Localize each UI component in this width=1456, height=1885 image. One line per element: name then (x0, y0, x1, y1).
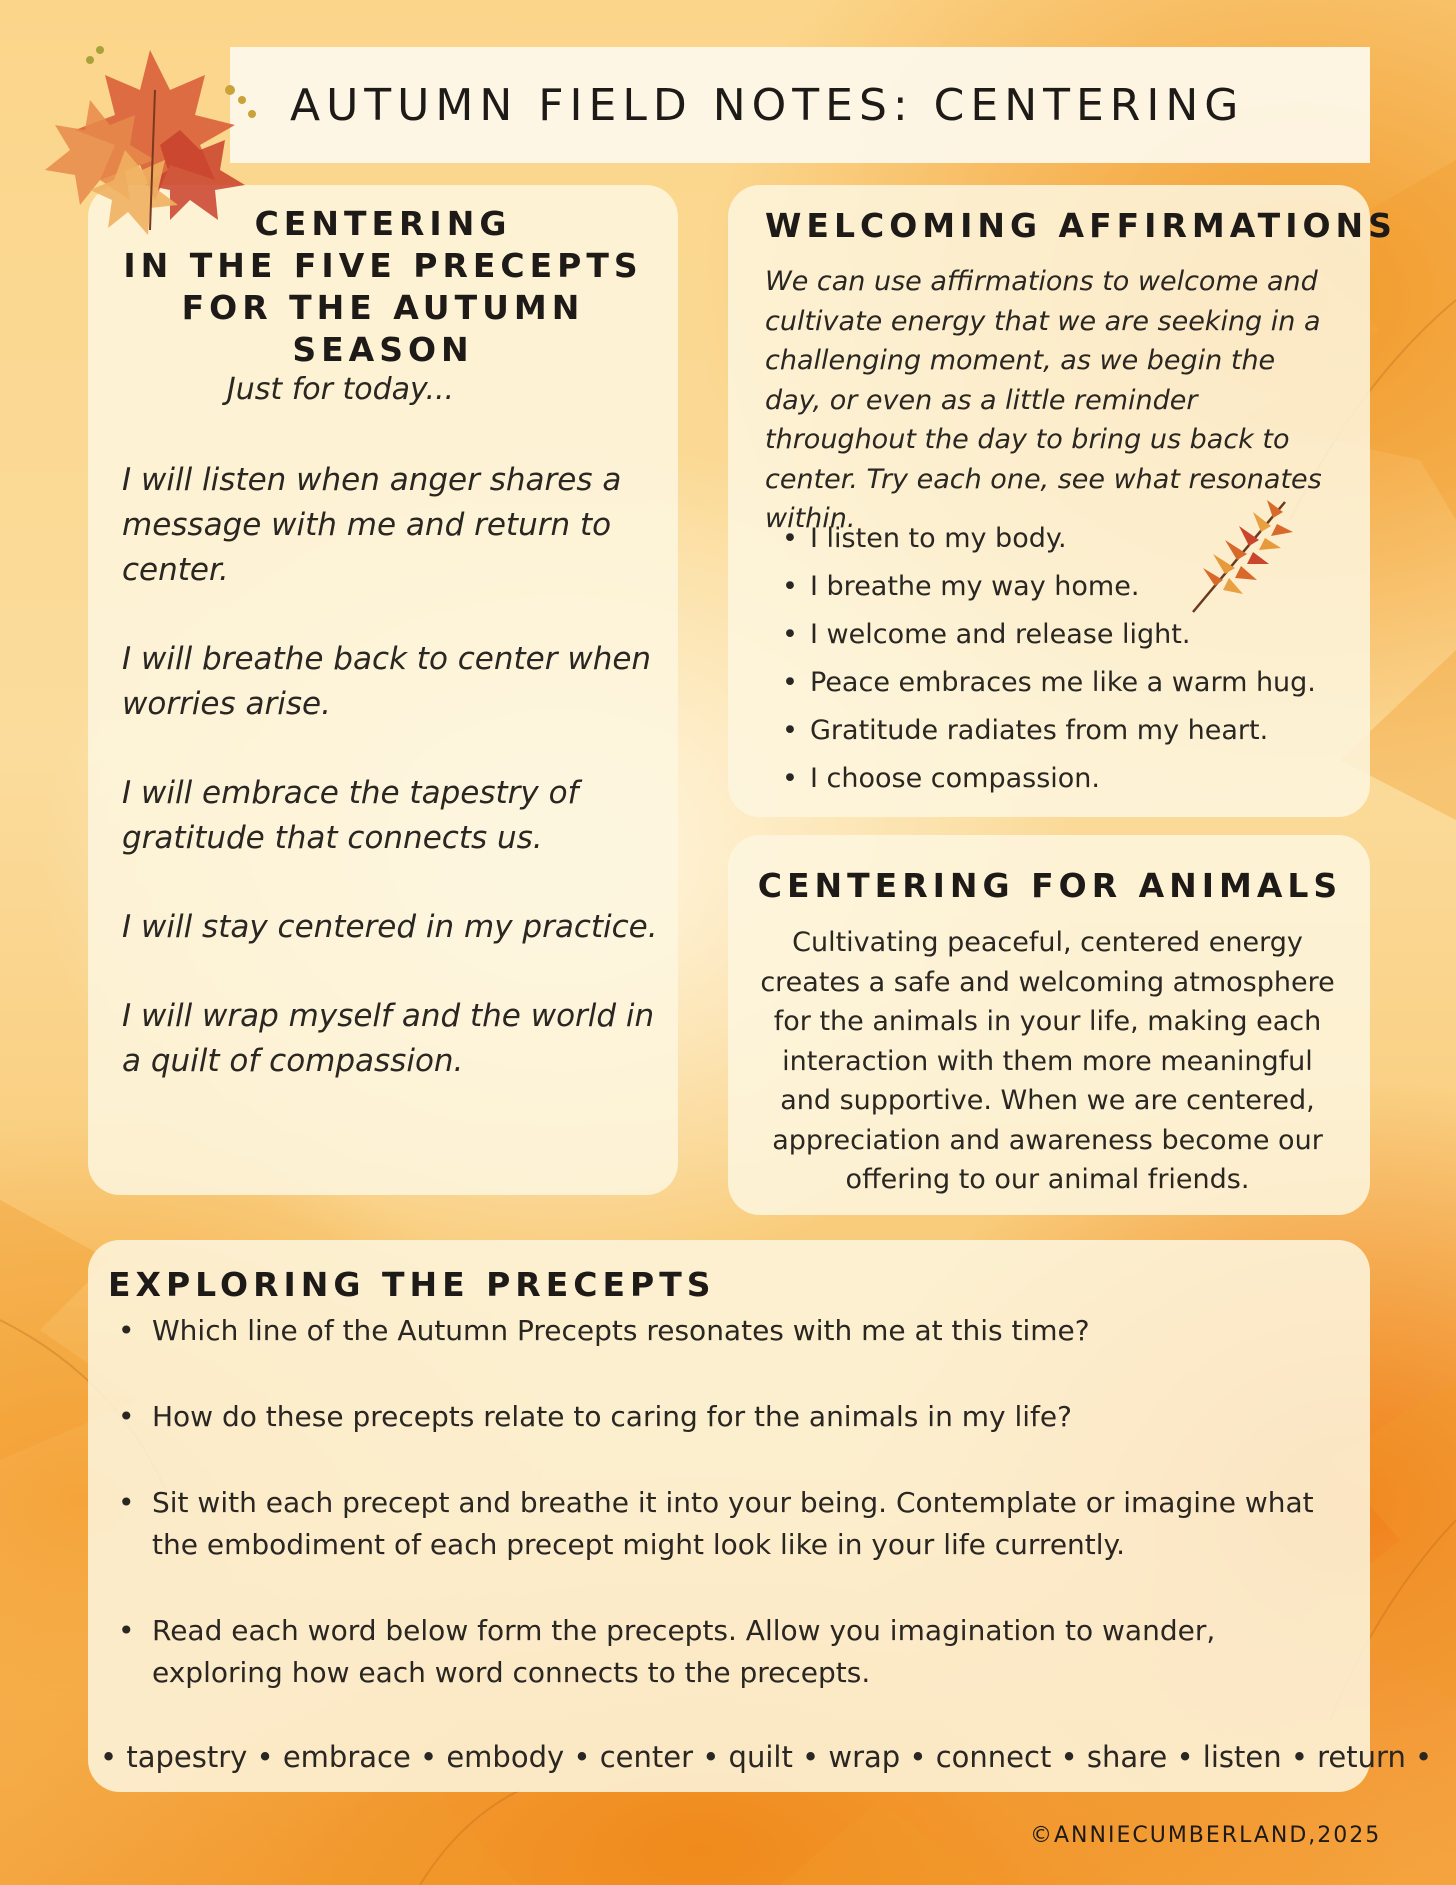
exploring-item: • How do these precepts relate to caring for the animals in my life? (118, 1396, 1338, 1438)
affirmations-panel-title: WELCOMING AFFIRMATIONS (765, 206, 1397, 245)
page-title: AUTUMN FIELD NOTES: CENTERING (290, 80, 1245, 131)
exploring-list (118, 1310, 1338, 1738)
precept-words-line: • tapestry • embrace • embody • center • quilt • wrap • connect • share • listen • return • (100, 1740, 1433, 1774)
precepts-title-line-3: FOR THE AUTUMN SEASON (181, 288, 585, 369)
copyright-notice: ©ANNIECUMBERLAND,2025 (1030, 1823, 1382, 1848)
precepts-list (122, 458, 662, 1128)
precepts-title-line-1: CENTERING (254, 204, 512, 243)
exploring-item: • Read each word below form the precepts. Allow you imagination to wander, exploring how each word connects to the precepts. (118, 1610, 1338, 1694)
affirmation-item: • I choose compassion. (782, 755, 1316, 803)
exploring-item: • Sit with each precept and breathe it into your being. Contemplate or imagine what the embodiment of each precept might look like in your life currently. (118, 1482, 1338, 1566)
affirmation-item: • I breathe my way home. (782, 563, 1316, 611)
affirmation-item: • I welcome and release light. (782, 611, 1316, 659)
animals-body: Cultivating peaceful, centered energy creates a safe and welcoming atmosphere for the animals in your life, making each interaction with them more meaningful and supportive. When we are centered, appreciation and awareness become our offering to our animal friends. (760, 927, 1335, 1195)
exploring-item: • Which line of the Autumn Precepts resonates with me at this time? (118, 1310, 1338, 1352)
precepts-intro: Just for today... (226, 372, 455, 407)
animals-panel-title: CENTERING FOR ANIMALS (757, 866, 1343, 905)
precept-item: I will listen when anger shares a message with me and return to center. (122, 462, 622, 588)
exploring-panel-title: EXPLORING THE PRECEPTS (108, 1265, 716, 1304)
affirmation-item: • Peace embraces me like a warm hug. (782, 659, 1316, 707)
affirmation-item: • Gratitude radiates from my heart. (782, 707, 1316, 755)
precept-item: I will breathe back to center when worries arise. (122, 641, 652, 722)
precept-item: I will embrace the tapestry of gratitude that connects us. (122, 775, 579, 856)
affirmation-item: • I listen to my body. (782, 515, 1316, 563)
precept-item: I will stay centered in my practice. (122, 909, 658, 945)
autumn-leaves-cluster-icon (30, 30, 270, 250)
precepts-title-line-2: IN THE FIVE PRECEPTS (123, 246, 643, 285)
precept-item: I will wrap myself and the world in a quilt of compassion. (122, 998, 655, 1079)
affirmations-intro: We can use affirmations to welcome and cultivate energy that we are seeking in a challenging moment, as we begin the day, or even as a little reminder throughout the day to bring us back to center. Try each one, see what resonates within. (765, 266, 1322, 534)
feather-leaf-icon (1185, 490, 1305, 620)
